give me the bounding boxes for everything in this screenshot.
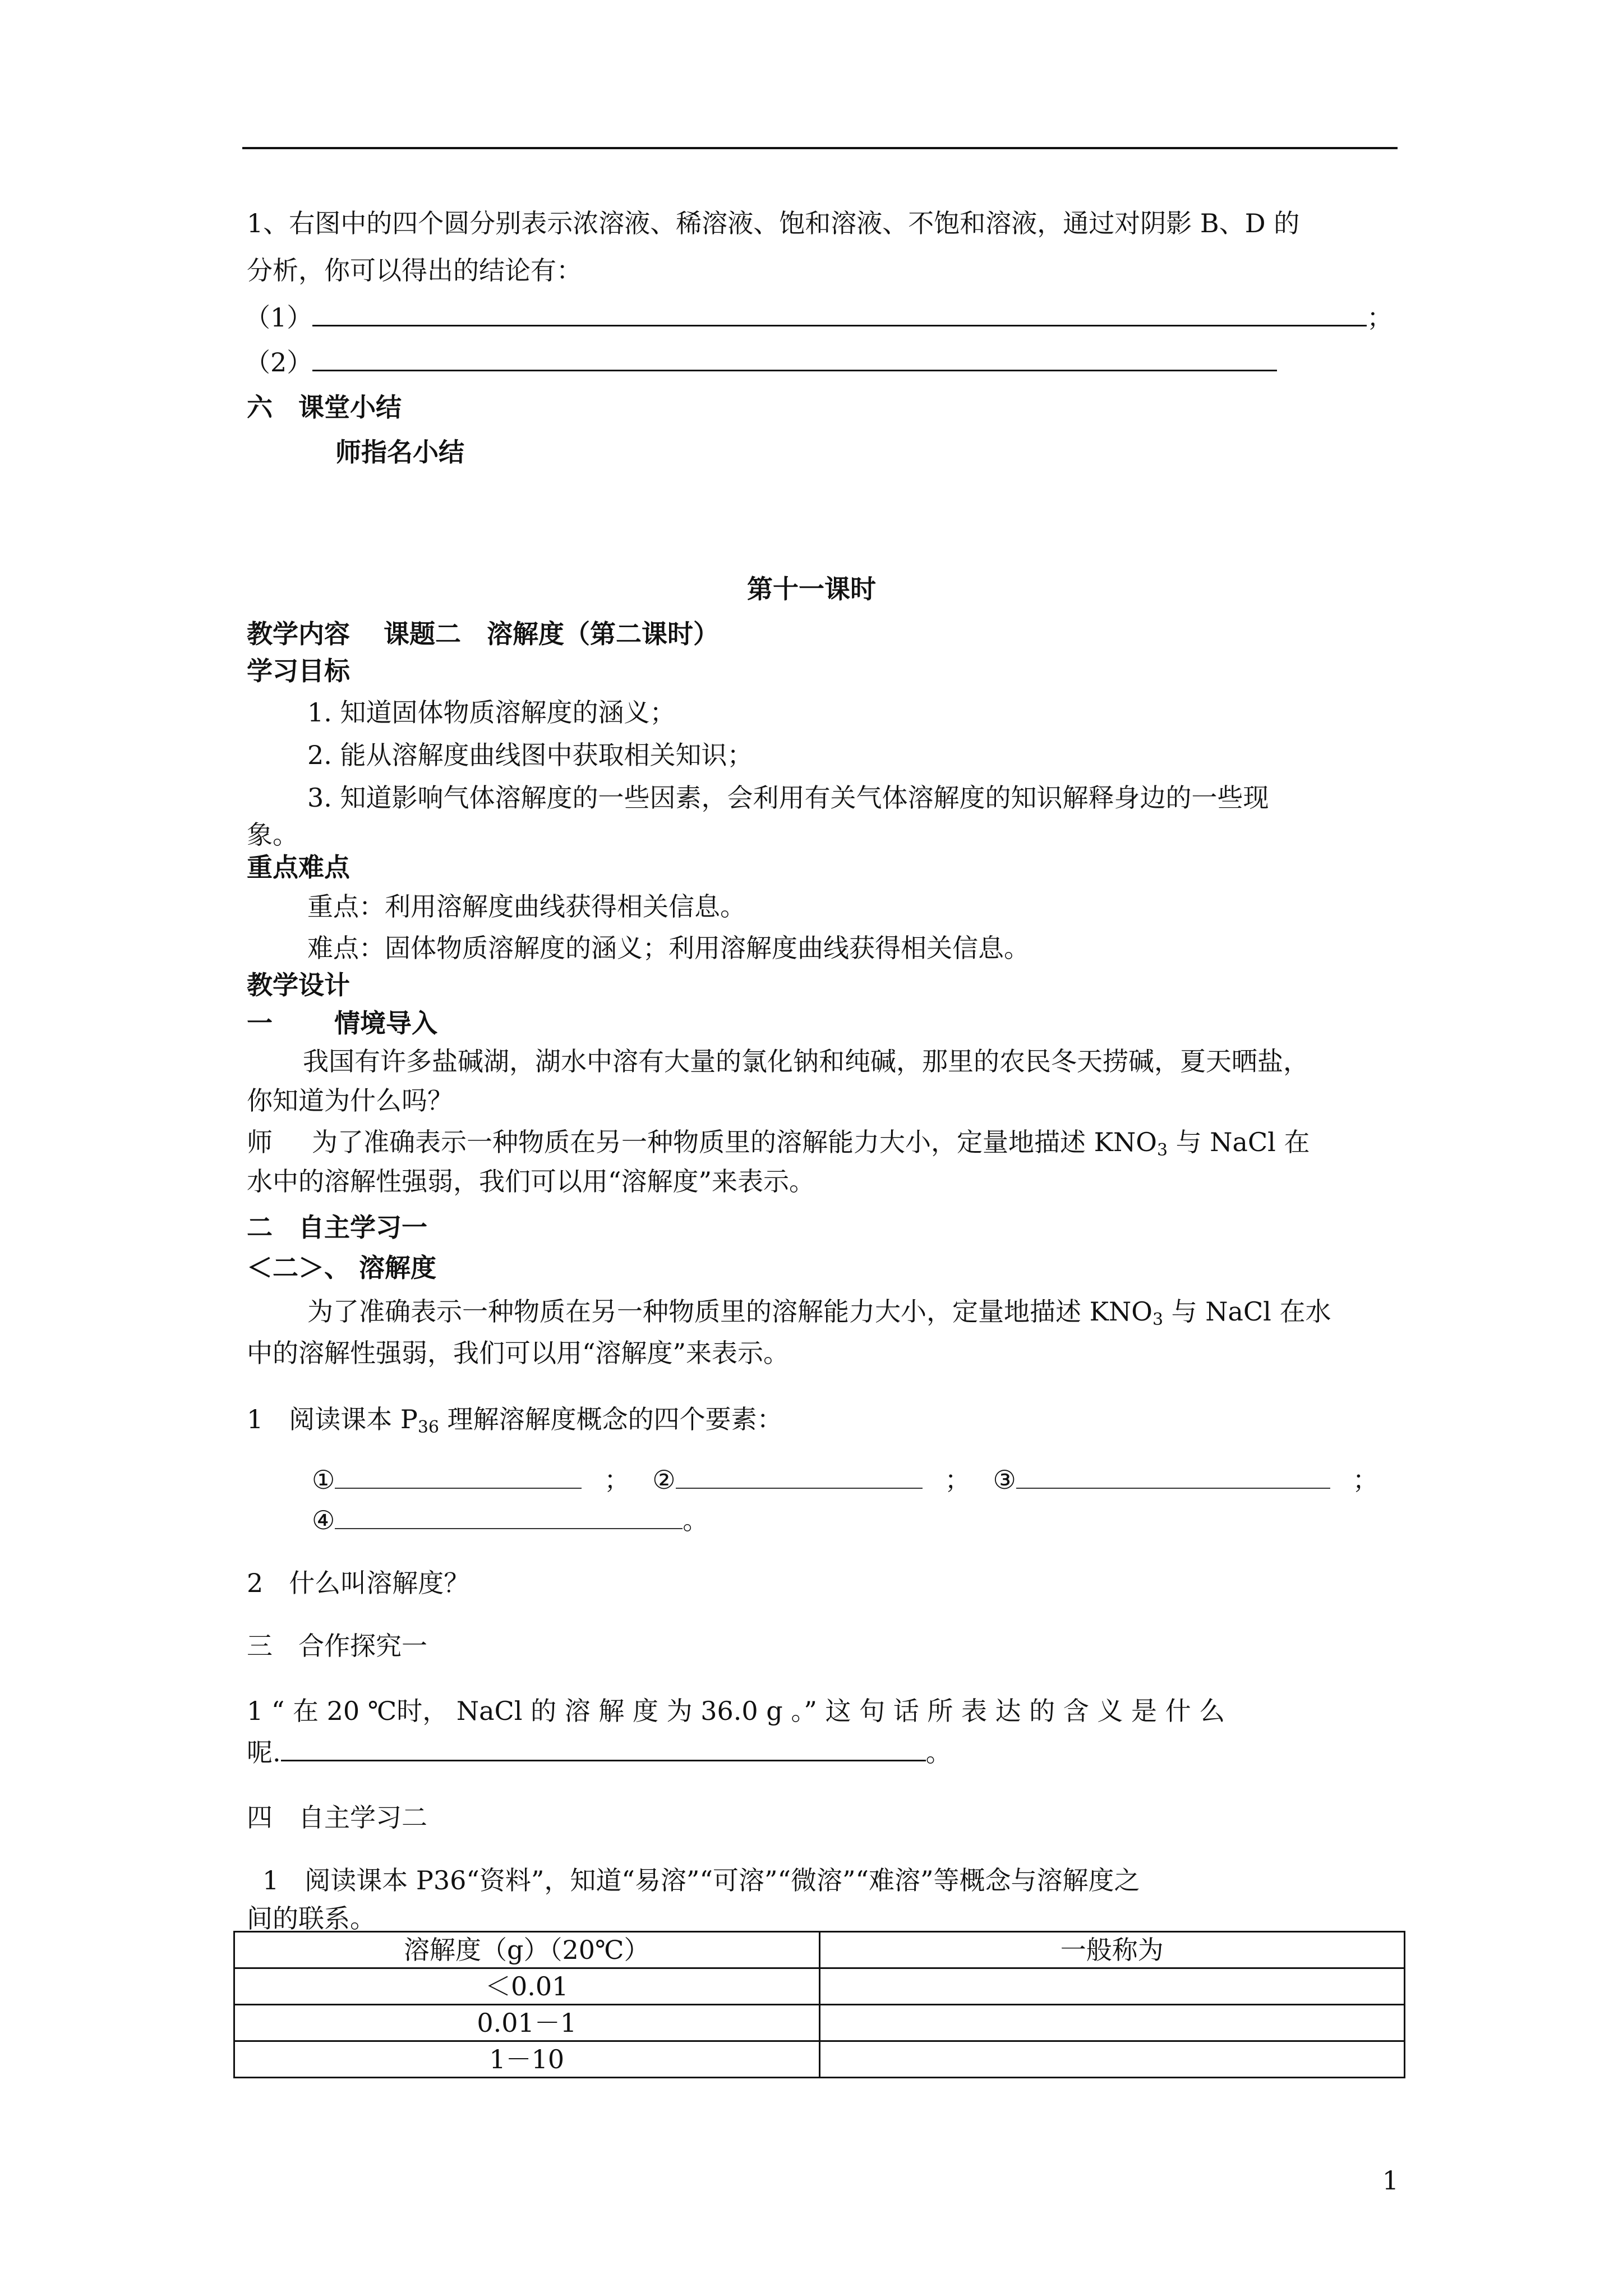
teacher-label: 师 — [247, 1127, 273, 1157]
answer-blank-1 — [245, 301, 1393, 334]
read-textbook-item — [247, 1402, 783, 1444]
separator: ； — [604, 1465, 630, 1495]
solubility-text: 为了准确表示一种物质在另一种物质里的溶解能力大小，定量地描述 KNO — [307, 1296, 1152, 1327]
period: 。 — [683, 1505, 709, 1535]
section-1-heading — [247, 1006, 437, 1040]
solubility-paragraph-line1 — [307, 1295, 1331, 1337]
circle-4: ④ — [312, 1505, 335, 1535]
goal-item: 3. 知道影响气体溶解度的一些因素，会利用有关气体溶解度的知识解释身边的一些现 — [307, 783, 1269, 813]
design-heading: 教学设计 — [247, 970, 350, 1000]
read-text: 1 阅读课本 P — [247, 1404, 418, 1434]
solubility-range-cell: 1－10 — [234, 2041, 820, 2078]
table-row — [234, 2005, 1405, 2041]
separator: ； — [944, 1465, 971, 1495]
difficult-point: 难点：固体物质溶解度的涵义；利用溶解度曲线获得相关信息。 — [307, 933, 1030, 963]
teacher-paragraph-line2: 水中的溶解性强弱，我们可以用“溶解度”来表示。 — [247, 1166, 815, 1197]
table-row — [234, 2041, 1405, 2078]
goal-item: 2. 能从溶解度曲线图中获取相关知识； — [307, 740, 753, 770]
classification-cell[interactable] — [819, 1968, 1405, 2005]
goal-item: 1. 知道固体物质溶解度的涵义； — [307, 697, 676, 728]
separator: ； — [1352, 1465, 1378, 1495]
intro-paragraph-line2: 你知道为什么吗？ — [247, 1085, 453, 1116]
section-6-heading: 六 课堂小结 — [247, 392, 402, 422]
four-elements-row1 — [312, 1463, 1378, 1497]
key-points-heading: 重点难点 — [247, 852, 350, 882]
page-number: 1 — [1382, 2165, 1399, 2196]
coop-question-lead: 呢. — [247, 1737, 281, 1768]
question-1-line2: 分析，你可以得出的结论有： — [247, 255, 582, 286]
table-header-row — [234, 1932, 1405, 1968]
section-3-heading: 三 合作探究一 — [247, 1631, 427, 1661]
goals-heading: 学习目标 — [247, 656, 350, 686]
section-1-number: 一 — [247, 1008, 273, 1038]
solubility-range-cell: ＜0.01 — [234, 1968, 820, 2005]
table-header-cell: 一般称为 — [819, 1932, 1405, 1968]
content-value: 课题二 溶解度（第二课时） — [384, 619, 719, 649]
element-1-blank[interactable] — [335, 1488, 582, 1489]
solubility-paragraph-line2: 中的溶解性强弱，我们可以用“溶解度”来表示。 — [247, 1338, 790, 1368]
section-2-subheading: ＜二＞、 溶解度 — [247, 1253, 437, 1283]
section-2-heading: 二 自主学习一 — [247, 1212, 427, 1243]
period: 。 — [925, 1737, 952, 1768]
coop-question-line2 — [247, 1736, 952, 1769]
solubility-text-tail: 与 NaCl 在水 — [1163, 1296, 1331, 1327]
read-text-tail: 理解溶解度概念的四个要素： — [439, 1404, 783, 1434]
four-elements-row2 — [312, 1503, 708, 1537]
coop-answer-blank[interactable] — [281, 1760, 926, 1761]
coop-question-line1: 1 “ 在 20 ℃时， NaCl 的 溶 解 度 为 36.0 g 。” 这 句 话 所 表 达 的 含 义 是 什 么 — [247, 1696, 1225, 1726]
table-row — [234, 1968, 1405, 2005]
teacher-paragraph-line1 — [247, 1125, 1310, 1167]
blank-2-line[interactable] — [312, 370, 1277, 371]
read-resource-line2: 间的联系。 — [247, 1903, 376, 1934]
section-6-subheading: 师指名小结 — [335, 437, 464, 467]
question-1-line1: 1、右图中的四个圆分别表示浓溶液、稀溶液、饱和溶液、不饱和溶液，通过对阴影 B、D 的 — [247, 208, 1300, 238]
blank-1-label: （1） — [245, 302, 313, 333]
blank-1-end: ； — [1367, 302, 1393, 333]
intro-paragraph-line1: 我国有许多盐碱湖，湖水中溶有大量的氯化钠和纯碱，那里的农民冬天捞碱，夏天晒盐， — [303, 1046, 1309, 1076]
section-1-title: 情境导入 — [334, 1008, 437, 1038]
teaching-content — [247, 617, 719, 651]
content-label: 教学内容 — [247, 619, 350, 649]
classification-cell[interactable] — [819, 2041, 1405, 2078]
element-3-blank[interactable] — [1016, 1488, 1330, 1489]
element-2-blank[interactable] — [676, 1488, 923, 1489]
element-4-blank[interactable] — [335, 1528, 683, 1529]
goal-3-continuation: 象。 — [247, 820, 298, 850]
read-resource-line1: 1 阅读课本 P36“资料”，知道“易溶”“可溶”“微溶”“难溶”等概念与溶解度之 — [262, 1865, 1140, 1895]
section-4-heading: 四 自主学习二 — [247, 1802, 427, 1833]
teacher-text-tail: 与 NaCl 在 — [1168, 1127, 1310, 1157]
classification-cell[interactable] — [819, 2005, 1405, 2041]
circle-1: ① — [312, 1465, 335, 1495]
lesson-title: 第十一课时 — [747, 574, 876, 604]
header-rule — [242, 147, 1398, 149]
what-is-solubility: 2 什么叫溶解度？ — [247, 1568, 470, 1598]
teacher-text: 为了准确表示一种物质在另一种物质里的溶解能力大小，定量地描述 KNO — [312, 1127, 1157, 1157]
subscript-36: 36 — [417, 1418, 440, 1437]
key-point: 重点：利用溶解度曲线获得相关信息。 — [307, 891, 746, 922]
subscript-3: 3 — [1156, 1140, 1168, 1160]
solubility-range-cell: 0.01－1 — [234, 2005, 820, 2041]
table-header-cell: 溶解度（g）（20℃） — [234, 1932, 820, 1968]
circle-2: ② — [652, 1465, 676, 1495]
circle-3: ③ — [993, 1465, 1016, 1495]
subscript-3: 3 — [1152, 1310, 1164, 1329]
solubility-classification-table — [233, 1931, 1405, 2078]
blank-2-label: （2） — [245, 347, 313, 378]
blank-1-line[interactable] — [312, 325, 1367, 326]
answer-blank-2 — [245, 346, 1277, 379]
